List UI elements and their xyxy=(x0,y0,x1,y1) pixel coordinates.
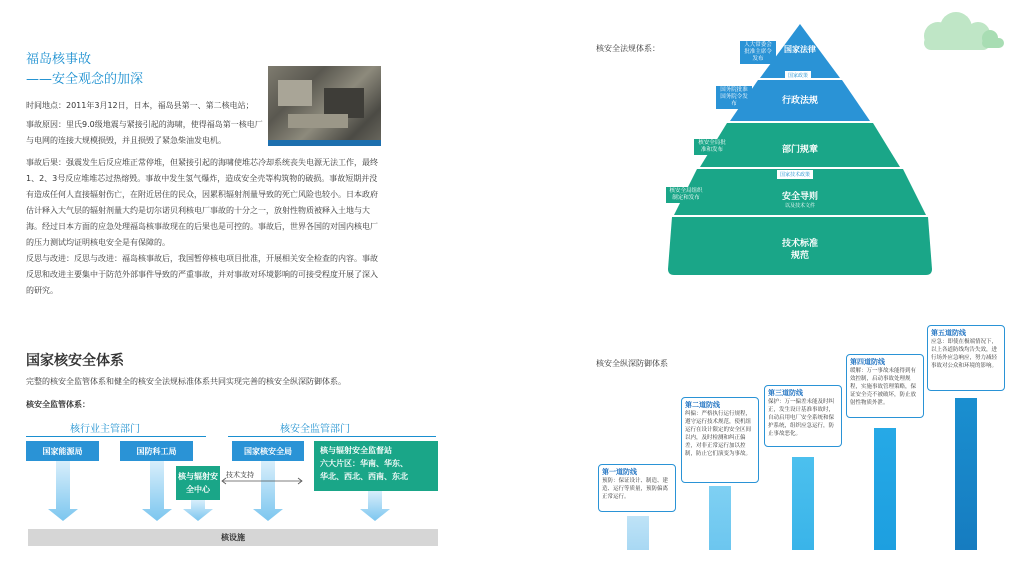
aftermath-text: 事故后果：强震发生后反应堆正常停堆，但紧接引起的海啸使堆芯冷却系统丧失电源无法工作，最终1、2、3号反应堆堆芯过热熔毁。事故中发生氢气爆炸，造成安全壳等构筑物的破损。事故短期并没有造成任何人直接辐射伤亡，在附近居住的民众，因累积辐射剂量导致的死亡风险也较小。日本政府估计释入大气层的辐射剂量大约是切尔诺贝利核电厂事故的十分之一，放射性物质被释入土地与大海。经过日本方面的应急处理福岛核事故现在的后果也是可控的。事故后，世界各国的对国内核电厂的压力测试均证明核电安全是有保障的。 xyxy=(26,158,378,247)
defense-bar-2 xyxy=(709,486,731,550)
station-line3: 华北、西北、西南、东北 xyxy=(320,472,408,481)
defense-bar-4 xyxy=(874,428,896,550)
system-description: 完整的核安全监管体系和健全的核安全法规标准体系共同实现完善的核安全纵深防御体系。 xyxy=(26,377,346,386)
tag-npc: 人大常委会批准主席令发布 xyxy=(740,41,776,64)
pyramid-level-admin: 行政法规 xyxy=(781,96,818,106)
defense-line-1 xyxy=(598,464,676,512)
defense-line-3 xyxy=(764,385,842,447)
defense-line-4-text: 缓解：万一事故未能得到有效控制，启动事故处理规程，实施事故管理策略，保证安全壳不被破坏，防止放射性物质外泄。 xyxy=(850,368,917,406)
system-heading: 国家核安全体系 xyxy=(26,353,124,369)
pyramid-level-guide-sub: 以及技术文件 xyxy=(784,203,815,209)
time-place-text: 时间地点：2011年3月12日，日本，福岛县第一、第二核电站； xyxy=(26,101,254,110)
industry-dept-heading: 核行业主管部门 xyxy=(70,424,140,435)
defense-line-4-title: 第四道防线 xyxy=(850,358,885,366)
defense-line-1-text: 预防：保证设计、制造、建造、运行等质量，预防偏离正常运行。 xyxy=(602,478,669,500)
reflection-text: 反思与改进：反思与改进：福岛核事故后，我国暂停核电项目批准，开展相关安全检查的内容。事故反思和改进主要集中于防范外部事件导致的严重事故，并对事故对环境影响的可接受程度开展了深入的研究。 xyxy=(26,254,378,295)
radiation-center-box: 核与辐射安全中心 xyxy=(176,466,220,500)
defense-bar-1 xyxy=(627,516,649,550)
regulatory-label: 核安全监管体系： xyxy=(26,400,90,409)
nuclear-safety-bureau-box: 国家核安全局 xyxy=(232,441,304,461)
tag-nsa-organize: 核安全局组织制定和发布 xyxy=(666,187,706,203)
defense-line-3-text: 保护：万一偏差未能及时纠正，发生设计基准事故时，自动启用电厂安全系统和保护系统，组织应急运行，防止事故恶化。 xyxy=(768,399,835,437)
defense-line-2-text: 纠偏：严格执行运行规程，遵守运行技术规范，使机组运行在设计限定的安全区间以内，及时检测和纠正偏差，对非正常运行加以控制，防止它们演变为事故。 xyxy=(685,411,752,457)
defense-line-4 xyxy=(846,354,924,418)
supervision-station-box xyxy=(314,441,438,491)
divider-label-tech-policy: 国家技术政策 xyxy=(777,170,813,179)
pyramid-level-guide: 安全导则 xyxy=(781,192,818,202)
cause-text: 事故原因：里氏9.0级地震与紧接引起的海啸，使得福岛第一核电厂与电网的连接大规模损毁，并且损毁了紧急柴油发电机。 xyxy=(26,120,263,145)
defense-line-3-title: 第三道防线 xyxy=(768,389,803,397)
station-line2: 六大片区：华南、华东、 xyxy=(320,459,408,468)
defense-title: 核安全纵深防御体系 xyxy=(596,359,668,368)
station-line1: 核与辐射安全监督站 xyxy=(320,446,392,455)
safety-dept-heading: 核安全监管部门 xyxy=(280,424,350,435)
defense-line-5 xyxy=(927,325,1005,391)
energy-bureau-box: 国家能源局 xyxy=(26,441,99,461)
tag-state-council: 国务院批准国务院令发布 xyxy=(716,86,752,109)
defense-bar-5 xyxy=(955,398,977,550)
defense-line-5-title: 第五道防线 xyxy=(931,329,966,337)
defense-line-1-title: 第一道防线 xyxy=(602,468,637,476)
defense-line-2-title: 第二道防线 xyxy=(685,401,720,409)
defense-bar-3 xyxy=(792,457,814,550)
tech-support-label: 技术支持 xyxy=(226,471,254,479)
pyramid-level-law: 国家法律 xyxy=(784,45,816,54)
facility-bar: 核设施 xyxy=(28,529,438,546)
defense-line-2 xyxy=(681,397,759,483)
defense-bureau-box: 国防科工局 xyxy=(120,441,193,461)
pyramid-level-dept: 部门规章 xyxy=(781,145,818,155)
tag-nsa-approve: 核安全局批准和发布 xyxy=(694,139,730,155)
divider-label-policy: 国家政策 xyxy=(785,71,811,80)
defense-line-5-text: 应急：即使在极端情况下，以上各道防线均告失效，进行场外应急响应，努力减轻事故对公众和环境的影响。 xyxy=(931,339,998,369)
law-system-title: 核安全法规体系： xyxy=(596,44,660,53)
article-title: 福岛核事故 xyxy=(26,52,92,67)
pyramid-level-standard: 技术标准规范 xyxy=(781,239,818,261)
article-subtitle: ——安全观念的加深 xyxy=(26,72,144,87)
